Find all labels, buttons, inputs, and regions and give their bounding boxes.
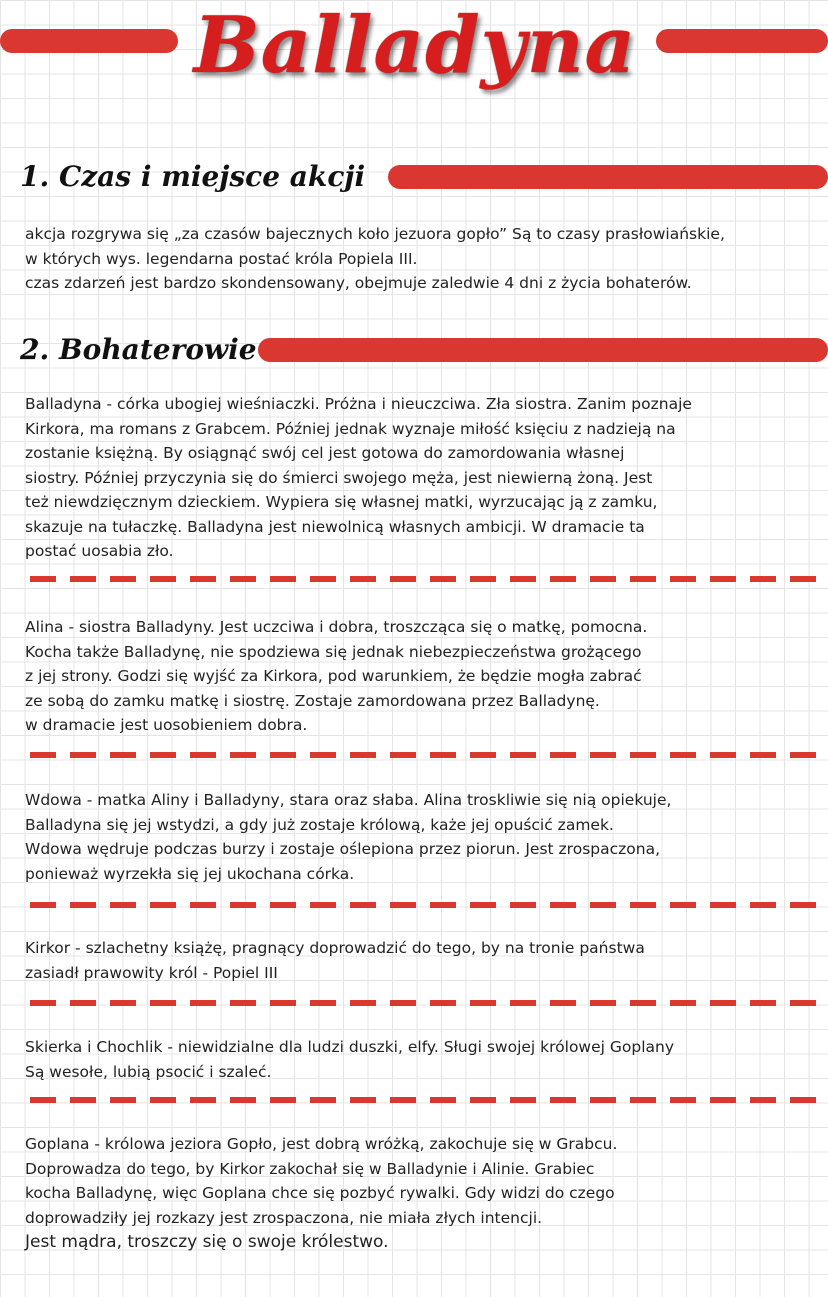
text-line: postać uosabia zło. (25, 542, 174, 560)
text-line: Kirkora, ma romans z Grabcem. Później jednak wyznaje miłość księciu z nadzieją na (25, 419, 676, 438)
text-line: też niewdzięcznym dzieckiem. Wypiera się własnej matki, wyrzucając ją z zamku, (25, 493, 658, 511)
title-bar-right (656, 29, 828, 53)
text-line: Wdowa - matka Aliny i Balladyny, stara oraz słaba. Alina troskliwie się nią opiekuje, (25, 791, 672, 809)
dashed-divider (30, 1000, 828, 1006)
section-1-heading: 1. Czas i miejsce akcji (20, 160, 366, 193)
text-line: Wdowa wędruje podczas burzy i zostaje oślepiona przez piorun. Jest zrospaczona, (25, 840, 661, 858)
text-line: czas zdarzeń jest bardzo skondensowany, obejmuje zaledwie 4 dni z życia bohaterów. (25, 274, 692, 292)
character-alina (25, 615, 815, 738)
character-goplana (25, 1132, 815, 1255)
section-1-bar (388, 165, 828, 189)
text-line: Są wesołe, lubią psocić i szaleć. (25, 1062, 272, 1081)
text-line: z jej strony. Godzi się wyjść za Kirkora, pod warunkiem, że będzie mogła zabrać (25, 667, 642, 685)
section-2-heading: 2. Bohaterowie (20, 333, 257, 366)
text-line: skazuje na tułaczkę. Balladyna jest niewolnicą własnych ambicji. W dramacie ta (25, 517, 645, 536)
text-line: doprowadziły jej rozkazy jest zrospaczona, nie miała złych intencji. (25, 1208, 543, 1227)
section-1-text (25, 222, 815, 296)
text-line: ponieważ wyrzekła się jej ukochana córka. (25, 864, 355, 883)
text-line: Skierka i Chochlik - niewidzialne dla ludzi duszki, elfy. Sługi swojej królowej Goplany (25, 1038, 675, 1056)
dashed-divider (30, 1097, 828, 1103)
character-kirkor (25, 936, 815, 985)
text-line: siostry. Później przyczynia się do śmierci swojego męża, jest niewierną żoną. Jest (25, 468, 653, 487)
text-line: w dramacie jest uosobieniem dobra. (25, 716, 308, 734)
text-line: akcja rozgrywa się „za czasów bajecznych koło jezuora gopło” Są to czasy prasłowiańskie, (25, 225, 725, 243)
character-balladyna (25, 392, 815, 564)
text-line: Kirkor - szlachetny książę, pragnący doprowadzić do tego, by na tronie państwa (25, 939, 645, 957)
text-line: Balladyna - córka ubogiej wieśniaczki. Próżna i nieuczciwa. Zła siostra. Zanim poznaje (25, 395, 692, 413)
text-line: Alina - siostra Balladyny. Jest uczciwa i dobra, troszcząca się o matkę, pomocna. (25, 618, 648, 636)
page-title: Balladyna (193, 0, 637, 91)
dashed-divider (30, 902, 828, 908)
text-line: zasiadł prawowity król - Popiel III (25, 963, 278, 982)
character-skierka-chochlik (25, 1035, 815, 1084)
text-line: Kocha także Balladynę, nie spodziewa się jednak niebezpieczeństwa grożącego (25, 642, 642, 661)
text-line: ze sobą do zamku matkę i siostrę. Zostaje zamordowana przez Balladynę. (25, 691, 600, 710)
section-2-bar (258, 338, 828, 362)
character-wdowa (25, 788, 815, 886)
text-line: Balladyna się jej wstydzi, a gdy już zostaje królową, każe jej opuścić zamek. (25, 815, 614, 834)
dashed-divider (30, 576, 828, 582)
text-line: Goplana - królowa jeziora Gopło, jest dobrą wróżką, zakochuje się w Grabcu. (25, 1135, 618, 1153)
text-line: w których wys. legendarna postać króla Popiela III. (25, 249, 418, 268)
title-bar-left (0, 29, 178, 53)
dashed-divider (30, 752, 828, 758)
text-line: zostanie księżną. By osiągnąć swój cel jest gotowa do zamordowania własnej (25, 444, 625, 462)
text-line: Jest mądra, troszczy się o swoje królestwo. (25, 1232, 389, 1252)
text-line: Doprowadza do tego, by Kirkor zakochał się w Balladynie i Alinie. Grabiec (25, 1159, 595, 1178)
text-line: kocha Balladynę, więc Goplana chce się pozbyć rywalki. Gdy widzi do czego (25, 1184, 615, 1202)
